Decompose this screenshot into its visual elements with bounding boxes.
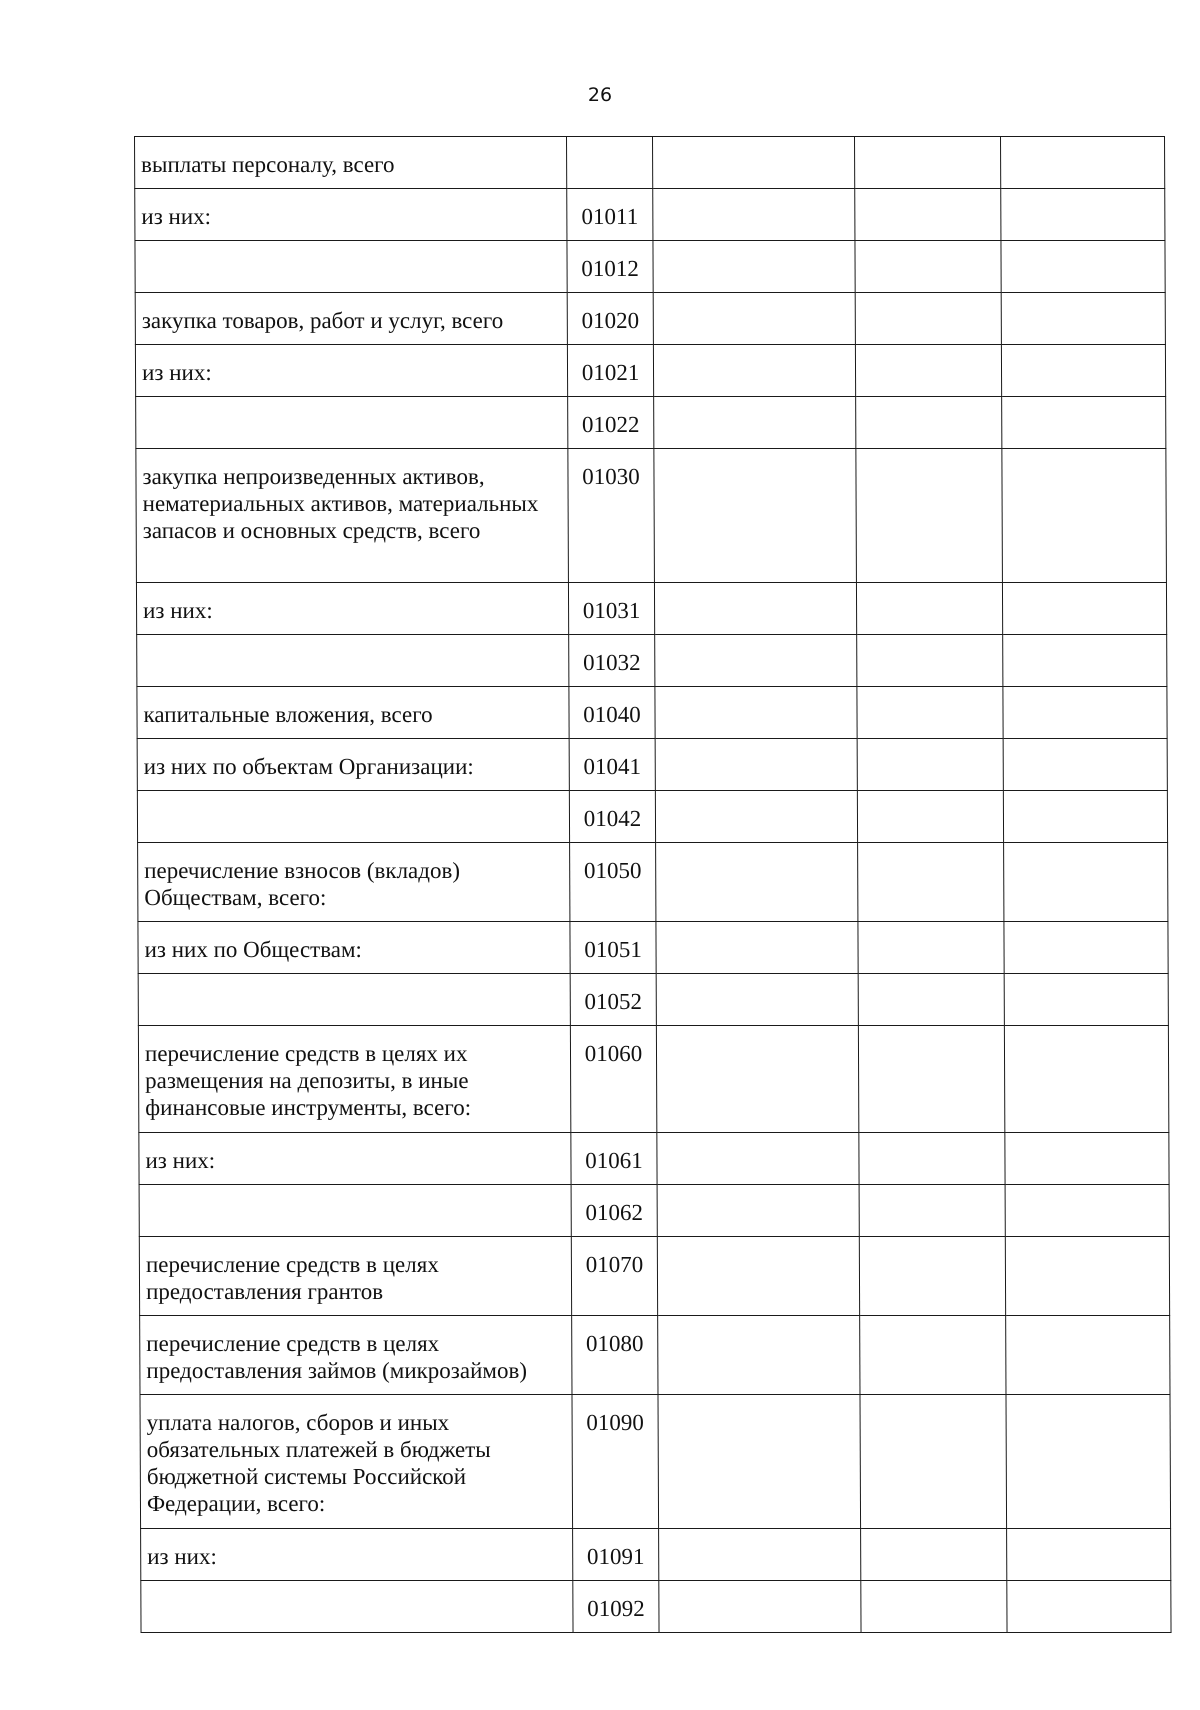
row-code-cell xyxy=(571,1237,657,1316)
row-code: 01042 xyxy=(583,806,642,831)
value-cell-1 xyxy=(655,791,857,843)
table-row xyxy=(138,1026,1168,1133)
value-cell-2 xyxy=(857,739,1003,791)
row-label: перечисление взносов (вкладов) Обществам, всего: xyxy=(144,858,461,910)
row-code-cell xyxy=(568,583,654,635)
value-cell-3 xyxy=(1006,1395,1171,1529)
row-label-cell xyxy=(138,922,570,974)
row-code-cell xyxy=(567,241,653,293)
table-row xyxy=(140,1395,1171,1529)
row-code: 01041 xyxy=(583,754,642,779)
row-code: 01020 xyxy=(581,308,640,333)
row-label-cell xyxy=(140,1395,573,1529)
row-code: 01061 xyxy=(585,1148,643,1173)
value-cell-2 xyxy=(860,1316,1006,1395)
row-code: 01030 xyxy=(582,464,640,489)
row-code: 01090 xyxy=(586,1410,644,1435)
row-code-cell xyxy=(567,293,653,345)
row-label: из них по объектам Организации: xyxy=(143,754,474,779)
row-label: выплаты персоналу, всего xyxy=(141,152,395,177)
row-label: из них: xyxy=(145,1148,216,1173)
value-cell-2 xyxy=(858,974,1004,1026)
row-code-cell xyxy=(569,791,655,843)
table-row xyxy=(137,791,1167,843)
value-cell-1 xyxy=(653,137,855,189)
row-code: 01022 xyxy=(581,412,640,437)
table-row xyxy=(137,739,1167,791)
table-row xyxy=(135,189,1165,241)
row-label: капитальные вложения, всего xyxy=(143,702,433,727)
row-label-cell xyxy=(141,1529,573,1581)
value-cell-1 xyxy=(653,189,855,241)
row-code: 01050 xyxy=(583,858,642,883)
row-label: закупка товаров, работ и услуг, всего xyxy=(141,308,504,333)
value-cell-1 xyxy=(654,449,857,583)
row-code-cell xyxy=(573,1581,659,1633)
value-cell-3 xyxy=(1001,241,1165,293)
value-cell-1 xyxy=(655,635,857,687)
value-cell-2 xyxy=(856,449,1003,583)
row-label-cell xyxy=(138,843,570,922)
row-code-cell xyxy=(570,843,656,922)
row-code-cell xyxy=(570,922,656,974)
table-row xyxy=(141,1581,1171,1633)
value-cell-3 xyxy=(1004,1026,1168,1133)
row-code: 01040 xyxy=(583,702,641,727)
row-code-cell xyxy=(573,1529,659,1581)
row-code-cell xyxy=(569,687,655,739)
value-cell-1 xyxy=(658,1316,860,1395)
row-label-cell xyxy=(135,345,567,397)
row-label: перечисление средств в целях предоставления грантов xyxy=(145,1252,439,1304)
value-cell-2 xyxy=(855,189,1001,241)
value-cell-3 xyxy=(1002,397,1166,449)
value-cell-2 xyxy=(861,1581,1007,1633)
table-row xyxy=(138,843,1168,922)
value-cell-1 xyxy=(657,1185,859,1237)
row-label-cell xyxy=(137,791,569,843)
value-cell-3 xyxy=(1003,739,1167,791)
row-label-cell xyxy=(139,1185,571,1237)
value-cell-2 xyxy=(858,843,1004,922)
value-cell-1 xyxy=(658,1395,861,1529)
row-code-cell xyxy=(567,137,653,189)
table-row xyxy=(135,241,1165,293)
value-cell-2 xyxy=(861,1529,1007,1581)
value-cell-1 xyxy=(653,345,855,397)
row-code: 01012 xyxy=(581,256,639,281)
row-code: 01070 xyxy=(585,1252,644,1277)
table-row xyxy=(136,397,1166,449)
value-cell-2 xyxy=(855,241,1001,293)
row-code: 01021 xyxy=(581,360,640,385)
table-row xyxy=(137,635,1167,687)
row-code: 01011 xyxy=(581,204,639,229)
row-code-cell xyxy=(570,1026,656,1133)
row-label-cell xyxy=(135,293,567,345)
row-label: уплата налогов, сборов и иных обязательных платежей в бюджеты бюджетной системы Российской Федерации, всего: xyxy=(146,1410,491,1516)
value-cell-1 xyxy=(653,241,855,293)
value-cell-3 xyxy=(1007,1581,1171,1633)
value-cell-3 xyxy=(1002,449,1167,583)
row-code: 01091 xyxy=(586,1544,645,1569)
value-cell-2 xyxy=(857,635,1003,687)
value-cell-3 xyxy=(1001,345,1165,397)
row-label-cell xyxy=(136,449,569,583)
row-code: 01092 xyxy=(587,1596,645,1621)
row-code-cell xyxy=(569,635,655,687)
report-table-body xyxy=(135,137,1172,1633)
value-cell-3 xyxy=(1001,137,1165,189)
value-cell-1 xyxy=(657,1237,859,1316)
value-cell-3 xyxy=(1003,635,1167,687)
row-label: перечисление средств в целях предоставления займов (микрозаймов) xyxy=(146,1331,528,1383)
table-row xyxy=(135,345,1165,397)
row-label-cell xyxy=(135,137,567,189)
value-cell-2 xyxy=(859,1133,1005,1185)
row-label: перечисление средств в целях их размещения на депозиты, в иные финансовые инструменты, всего: xyxy=(144,1041,472,1120)
row-label-cell xyxy=(139,1133,571,1185)
value-cell-1 xyxy=(654,397,856,449)
row-code-cell xyxy=(570,974,656,1026)
row-code-cell xyxy=(571,1185,657,1237)
row-code: 01051 xyxy=(584,937,642,962)
table-row xyxy=(137,687,1167,739)
row-label-cell xyxy=(138,1026,570,1133)
row-label-cell xyxy=(136,583,568,635)
table-row xyxy=(139,1133,1169,1185)
value-cell-2 xyxy=(860,1395,1007,1529)
value-cell-3 xyxy=(1004,922,1168,974)
value-cell-3 xyxy=(1007,1529,1171,1581)
value-cell-3 xyxy=(1003,791,1167,843)
value-cell-1 xyxy=(657,1133,859,1185)
row-code: 01062 xyxy=(585,1200,644,1225)
row-label-cell xyxy=(141,1581,573,1633)
row-code-cell xyxy=(569,739,655,791)
row-label: из них по Обществам: xyxy=(144,937,362,962)
row-code-cell xyxy=(572,1316,658,1395)
table-row xyxy=(135,137,1165,189)
value-cell-1 xyxy=(659,1581,861,1633)
value-cell-1 xyxy=(656,922,858,974)
row-code-cell xyxy=(572,1395,659,1529)
value-cell-3 xyxy=(1001,189,1165,241)
value-cell-1 xyxy=(656,974,858,1026)
table-row xyxy=(139,1237,1169,1316)
row-label: из них: xyxy=(141,360,212,385)
row-code: 01052 xyxy=(584,989,643,1014)
row-code-cell xyxy=(568,397,654,449)
value-cell-1 xyxy=(655,687,857,739)
value-cell-2 xyxy=(859,1185,1005,1237)
row-code: 01060 xyxy=(584,1041,643,1066)
value-cell-2 xyxy=(855,137,1001,189)
row-code: 01031 xyxy=(582,598,641,623)
value-cell-3 xyxy=(1006,1316,1170,1395)
table-row xyxy=(135,293,1165,345)
row-code-cell xyxy=(567,345,653,397)
value-cell-1 xyxy=(656,843,858,922)
value-cell-2 xyxy=(859,1237,1005,1316)
value-cell-2 xyxy=(856,397,1002,449)
value-cell-3 xyxy=(1005,1185,1169,1237)
value-cell-2 xyxy=(855,345,1001,397)
row-label-cell xyxy=(136,397,568,449)
row-label: из них: xyxy=(147,1544,217,1569)
row-label-cell xyxy=(140,1316,572,1395)
value-cell-3 xyxy=(1002,583,1166,635)
row-code-cell xyxy=(567,189,653,241)
value-cell-1 xyxy=(655,739,857,791)
table-row xyxy=(138,922,1168,974)
value-cell-3 xyxy=(1004,974,1168,1026)
page-number: 26 xyxy=(587,84,613,106)
value-cell-3 xyxy=(1001,293,1165,345)
row-label-cell xyxy=(135,189,567,241)
row-code: 01080 xyxy=(585,1331,644,1356)
value-cell-3 xyxy=(1004,843,1168,922)
row-label: закупка непроизведенных активов, нематериальных активов, материальных запасов и основных средств, всего xyxy=(142,464,539,543)
table-row xyxy=(136,449,1167,583)
row-label: из них: xyxy=(143,598,213,623)
table-row xyxy=(136,583,1166,635)
value-cell-2 xyxy=(858,1026,1004,1133)
report-table xyxy=(134,136,1172,1633)
value-cell-2 xyxy=(856,583,1002,635)
row-label-cell xyxy=(135,241,567,293)
value-cell-2 xyxy=(857,791,1003,843)
table-row xyxy=(141,1529,1171,1581)
value-cell-1 xyxy=(659,1529,861,1581)
row-label-cell xyxy=(139,1237,571,1316)
row-label-cell xyxy=(137,635,569,687)
table-row xyxy=(138,974,1168,1026)
row-label-cell xyxy=(137,687,569,739)
value-cell-1 xyxy=(656,1026,858,1133)
row-code-cell xyxy=(568,449,655,583)
row-label: из них: xyxy=(141,204,212,229)
value-cell-3 xyxy=(1005,1237,1169,1316)
row-code-cell xyxy=(571,1133,657,1185)
row-code: 01032 xyxy=(582,650,641,675)
value-cell-1 xyxy=(653,293,855,345)
value-cell-2 xyxy=(858,922,1004,974)
value-cell-1 xyxy=(654,583,856,635)
value-cell-2 xyxy=(857,687,1003,739)
row-label-cell xyxy=(138,974,570,1026)
value-cell-2 xyxy=(855,293,1001,345)
row-label-cell xyxy=(137,739,569,791)
value-cell-3 xyxy=(1005,1133,1169,1185)
table-row xyxy=(140,1316,1170,1395)
value-cell-3 xyxy=(1003,687,1167,739)
table-row xyxy=(139,1185,1169,1237)
